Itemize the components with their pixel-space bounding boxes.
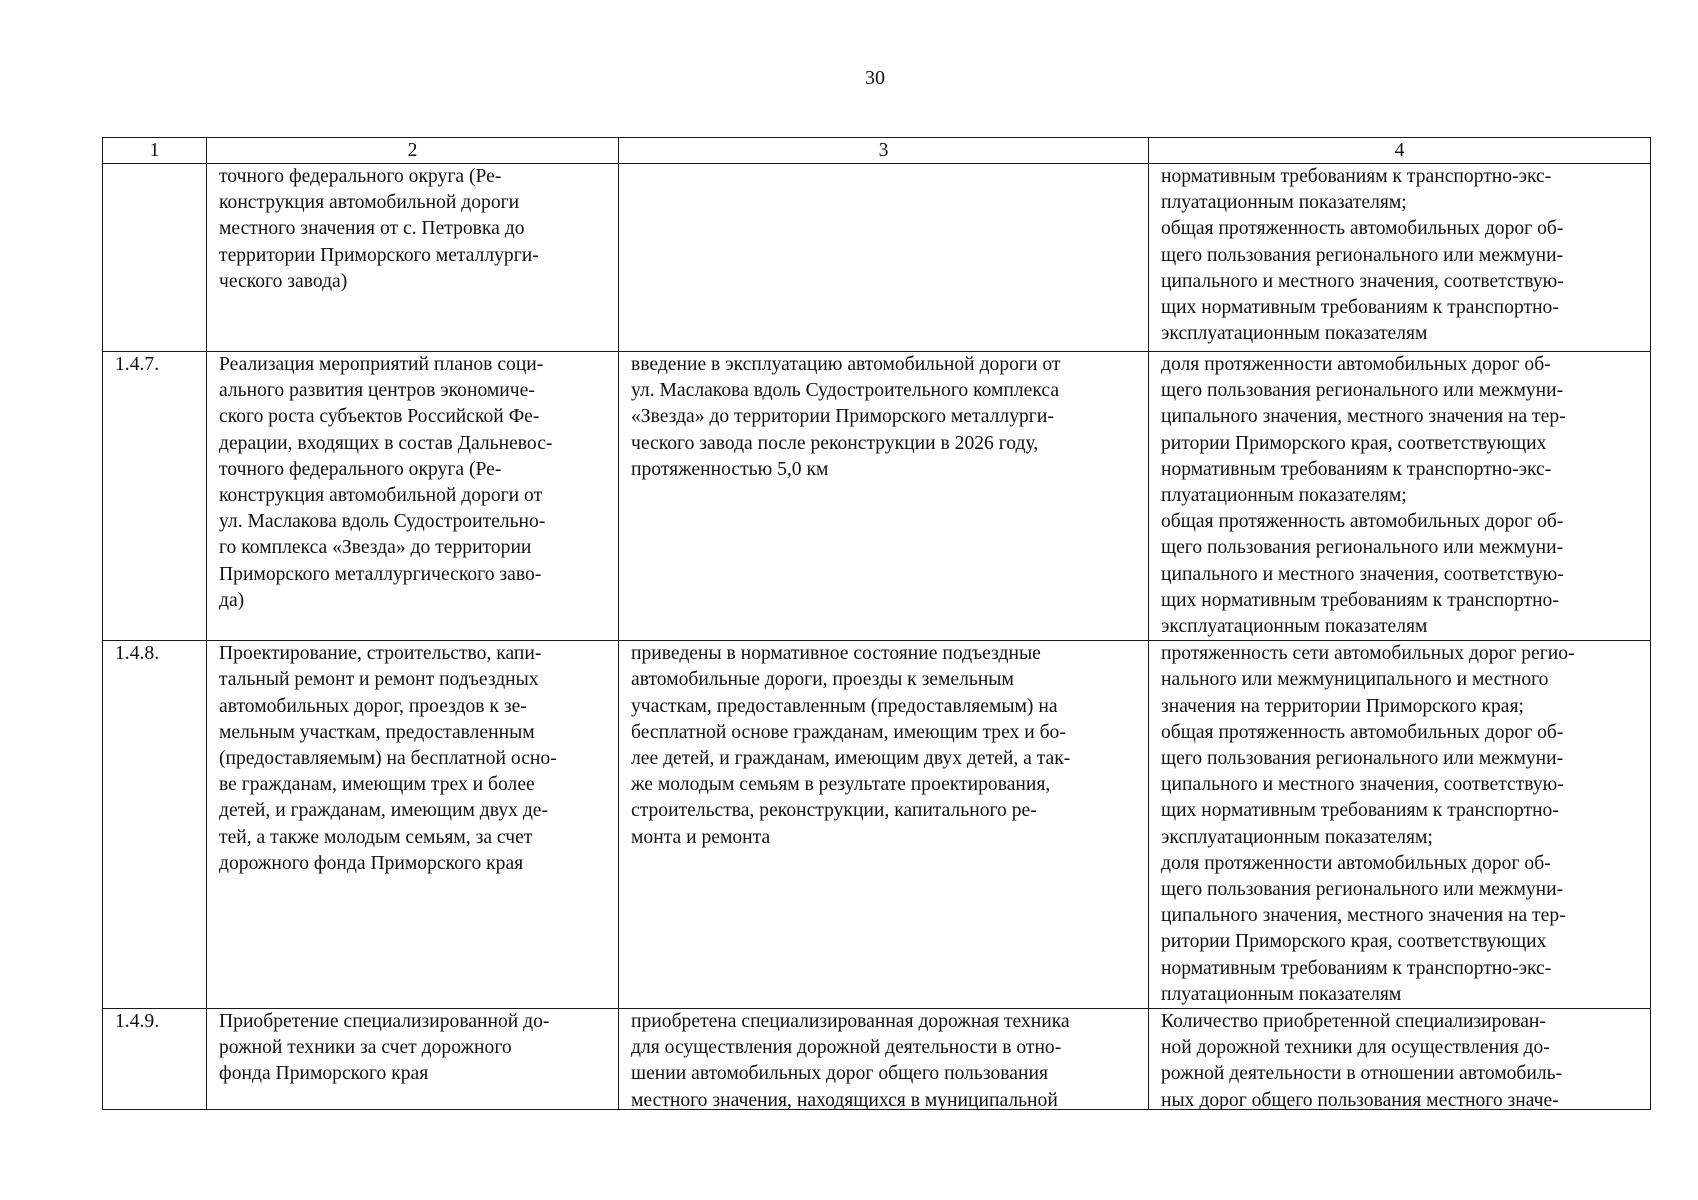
table-row <box>103 1009 1651 1110</box>
table-row <box>103 352 1651 641</box>
result-text: приобретена специализированная дорожная техника для осуществления дорожной деятельности в отно- шении автомобильных дорог общего пользования местного значения, находящихся в муниципальной <box>631 1011 1070 1110</box>
row-number-cell: 1.4.7. <box>103 352 207 641</box>
column-header-1: 1 <box>103 138 207 164</box>
page-number: 30 <box>865 67 885 89</box>
activity-cell: Проектирование, строительство, капи- тальный ремонт и ремонт подъездных автомобильных дорог, проездов к зе- мельным участкам, предоставленным (предоставляемым) на бесплатной осно- ве гражданам, имеющим трех и более детей, и гражданам, имеющим двух де- тей, а также молодым семьям, за счет дорожного фонда Приморского края <box>207 641 619 1009</box>
indicator-cell: доля протяженности автомобильных дорог об- щего пользования регионального или межмуни- ципального значения, местного значения на тер- ритории Приморского края, соответствующих нормативным требованиям к транспортно-экс- плуатационным показателям; общая протяженность автомобильных дорог об- щего пользования регионального или межмуни- ципального и местного значения, соответствую- щих нормативным требованиям к транспортно- эксплуатационным показателям <box>1149 352 1651 641</box>
activity-cell <box>207 1009 619 1110</box>
result-cell: приведены в нормативное состояние подъездные автомобильные дороги, проезды к земельным участкам, предоставленным (предоставляемым) на бесплатной основе гражданам, имеющим трех и бо- лее детей, и гражданам, имеющим двух детей, а так- же молодым семьям в результате проектирования, строительства, реконструкции, капитального ре- монта и ремонта <box>619 641 1149 1009</box>
activity-cell: точного федерального округа (Ре- конструкция автомобильной дороги местного значения от с. Петровка до территории Приморского металлурги- ческого завода) <box>207 164 619 352</box>
indicator-text: Количество приобретенной специализирован- ной дорожной техники для осуществления до- рожной деятельности в отношении автомобиль- ных дорог общего пользования местного значе- <box>1161 1011 1563 1110</box>
row-number-cell: 1.4.8. <box>103 641 207 1009</box>
table-row <box>103 641 1651 1009</box>
column-header-2: 2 <box>207 138 619 164</box>
result-cell: введение в эксплуатацию автомобильной дороги от ул. Маслакова вдоль Судостроительного комплекса «Звезда» до территории Приморского металлурги- ческого завода после реконструкции в 2026 году, протяженностью 5,0 км <box>619 352 1149 641</box>
indicator-cell: нормативным требованиям к транспортно-экс- плуатационным показателям; общая протяженность автомобильных дорог об- щего пользования регионального или межмуни- ципального и местного значения, соответствую- щих нормативным требованиям к транспортно- эксплуатационным показателям <box>1149 164 1651 352</box>
table-header-row <box>103 138 1651 164</box>
document-table <box>102 137 1651 1110</box>
indicator-cell: протяженность сети автомобильных дорог регио- нального или межмуниципального и местного значения на территории Приморского края; общая протяженность автомобильных дорог об- щего пользования регионального или межмуни- ципального и местного значения, соответствую- щих нормативным требованиям к транспортно- эксплуатационным показателям; доля протяженности автомобильных дорог об- щего пользования регионального или межмуни- ципального значения, местного значения на тер- ритории Приморского края, соответствующих нормативным требованиям к транспортно-экс- плуатационным показателям <box>1149 641 1651 1009</box>
indicator-cell <box>1149 1009 1651 1110</box>
column-header-3: 3 <box>619 138 1149 164</box>
table-row <box>103 164 1651 352</box>
row-number-cell <box>103 1009 207 1110</box>
result-cell <box>619 1009 1149 1110</box>
activity-text: Приобретение специализированной до- рожной техники за счет дорожного фонда Приморского края <box>219 1011 550 1085</box>
row-number-cell <box>103 164 207 352</box>
activity-cell: Реализация мероприятий планов соци- ального развития центров экономиче- ского роста субъектов Российской Фе- дерации, входящих в состав Дальневос- точного федерального округа (Ре- конструкция автомобильной дороги от ул. Маслакова вдоль Судостроительно- го комплекса «Звезда» до территории Приморского металлургического заво- да) <box>207 352 619 641</box>
column-header-4: 4 <box>1149 138 1651 164</box>
row-number-text: 1.4.9. <box>115 1011 160 1033</box>
result-cell <box>619 164 1149 352</box>
